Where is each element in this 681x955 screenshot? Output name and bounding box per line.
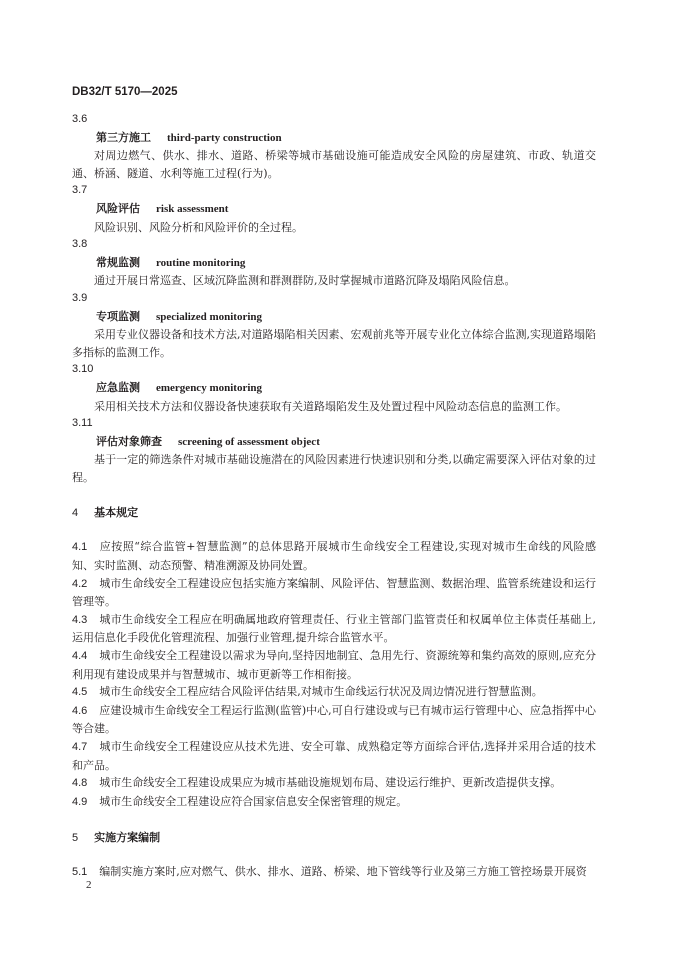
- clause-number: 4.3: [72, 613, 88, 626]
- clause-text: 编制实施方案时,应对燃气、供水、排水、道路、桥梁、地下管线等行业及第三方施工管控场景开展资: [99, 865, 587, 879]
- clause-text: 城市生命线安全工程建设应包括实施方案编制、风险评估、智慧监测、数据治理、监管系统建设和运行管理等。: [72, 576, 596, 609]
- term-title-en: emergency monitoring: [156, 381, 262, 394]
- term-definition: 基于一定的筛选条件对城市基础设施潜在的风险因素进行快速识别和分类,以确定需要深入评估对象的过程。: [72, 453, 596, 484]
- term-title-zh: 应急监测: [96, 380, 140, 394]
- term-title: [72, 379, 596, 398]
- term-entry: [72, 415, 596, 486]
- clause-number: 4.8: [72, 777, 88, 790]
- term-definition: 对周边燃气、供水、排水、道路、桥梁等城市基础设施可能造成安全风险的房屋建筑、市政、轨道交通、桥涵、隧道、水利等施工过程(行为)。: [72, 149, 596, 180]
- section-number: 5: [72, 832, 79, 845]
- term-number: 3.8: [72, 238, 88, 251]
- section-title: 实施方案编制: [94, 832, 161, 845]
- term-definition: 通过开展日常巡查、区域沉降监测和群测群防,及时掌握城市道路沉降及塌陷风险信息。: [94, 274, 516, 288]
- clause-number: 4.7: [72, 741, 88, 753]
- clause-number: 4.1: [72, 541, 88, 554]
- term-title-zh: 常规监测: [96, 255, 140, 269]
- clause-number: 4.5: [72, 686, 88, 699]
- term-title-zh: 专项监测: [96, 309, 140, 323]
- section-number: 4: [72, 507, 79, 520]
- clause: [72, 863, 596, 882]
- term-title-zh: 风险评估: [96, 201, 140, 215]
- term-title-en: screening of assessment object: [178, 435, 320, 448]
- clause-text: 城市生命线安全工程建设应从技术先进、安全可靠、成熟稳定等方面综合评估,选择并采用合适的技术和产品。: [72, 740, 596, 772]
- clause-text: 城市生命线安全工程建设成果应为城市基础设施规划布局、建设运行维护、更新改造提供支撑。: [99, 776, 562, 790]
- term-title: [72, 308, 596, 327]
- term-title-zh: 第三方施工: [96, 130, 151, 144]
- term-definition: 采用专业仪器设备和技术方法,对道路塌陷相关因素、宏观前兆等开展专业化立体综合监测,实现道路塌陷多指标的监测工作。: [72, 328, 596, 359]
- term-title: [72, 433, 596, 452]
- term-definition: 风险识别、风险分析和风险评价的全过程。: [94, 220, 303, 234]
- term-number: 3.10: [72, 363, 94, 376]
- term-title: [72, 254, 596, 273]
- section-title: 基本规定: [94, 507, 139, 520]
- term-title: [72, 129, 596, 148]
- clause: [72, 738, 596, 774]
- clause-number: 4.6: [72, 704, 88, 717]
- term-entry: [72, 290, 596, 361]
- clause-text: 应按照“综合监管+智慧监测”的总体思路开展城市生命线安全工程建设,实现对城市生命线的风险感知、实时监测、动态预警、精准溯源及协同处置。: [72, 540, 596, 573]
- clause-number: 4.2: [72, 577, 88, 590]
- clause-text: 城市生命线安全工程建设应符合国家信息安全保密管理的规定。: [99, 794, 408, 808]
- term-number: 3.11: [72, 417, 93, 430]
- clause: [72, 774, 596, 793]
- clause: [72, 538, 596, 574]
- term-title: [72, 200, 596, 219]
- term-title-en: specialized monitoring: [156, 310, 263, 323]
- clause-number: 5.1: [72, 866, 88, 879]
- clause-number: 4.4: [72, 650, 88, 663]
- clause: [72, 575, 596, 611]
- term-number: 3.6: [72, 113, 88, 125]
- term-number: 3.7: [72, 184, 88, 197]
- clause-number: 4.9: [72, 795, 88, 808]
- term-title-en: routine monitoring: [156, 256, 246, 269]
- term-entry: [72, 111, 596, 182]
- term-title-en: risk assessment: [156, 202, 229, 215]
- section-heading-5: [72, 829, 596, 845]
- term-entry: [72, 361, 596, 415]
- clause-text: 应建设城市生命线安全工程运行监测(监管)中心,可自行建设或与已有城市运行管理中心、应急指挥中心等合建。: [72, 703, 596, 736]
- clause: [72, 611, 596, 647]
- clause-text: 城市生命线安全工程建设以需求为导向,坚持因地制宜、急用先行、资源统筹和集约高效的原则,应充分利用现有建设成果并与智慧城市、城市更新等工作相衔接。: [72, 649, 596, 681]
- clause: [72, 793, 596, 812]
- clause: [72, 647, 596, 683]
- standard-code: DB32/T 5170—2025: [72, 86, 178, 98]
- clause: [72, 683, 596, 702]
- term-title-en: third-party construction: [167, 131, 282, 144]
- page-content: [72, 111, 596, 882]
- term-entry: [72, 236, 596, 290]
- clause-text: 城市生命线安全工程应结合风险评估结果,对城市生命线运行状况及周边情况进行智慧监测。: [99, 685, 543, 699]
- term-number: 3.9: [72, 291, 88, 304]
- term-title-zh: 评估对象筛查: [96, 434, 162, 448]
- term-entry: [72, 182, 596, 236]
- term-definition: 采用相关技术方法和仪器设备快速获取有关道路塌陷发生及处置过程中风险动态信息的监测工作。: [94, 399, 567, 413]
- section-heading-4: [72, 504, 596, 520]
- clause-text: 城市生命线安全工程应在明确属地政府管理责任、行业主管部门监管责任和权属单位主体责任基础上,运用信息化手段优化管理流程、加强行业管理,提升综合监管水平。: [72, 612, 596, 645]
- page-number: 2: [86, 879, 92, 891]
- clause: [72, 702, 596, 738]
